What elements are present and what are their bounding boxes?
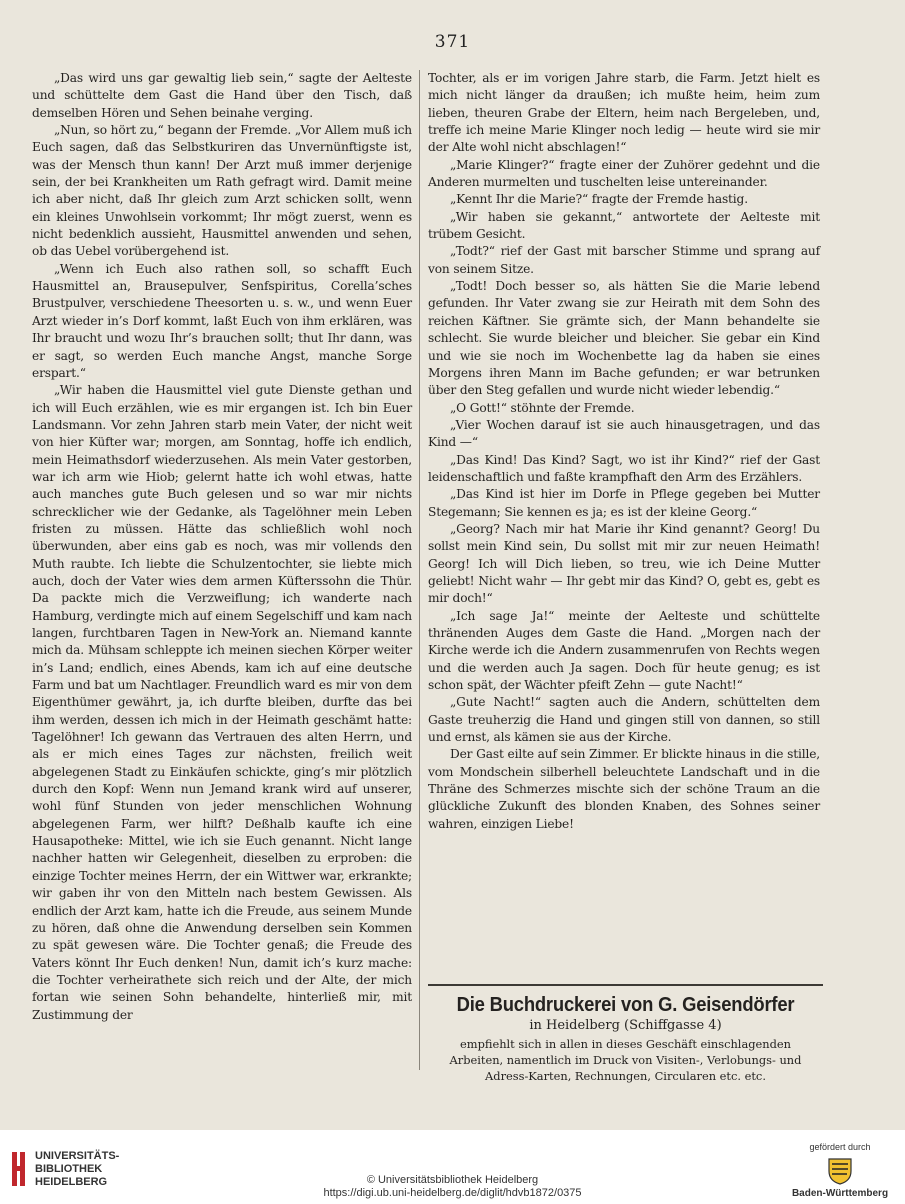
- paragraph: Tochter, als er im vorigen Jahre starb, die Farm. Jetzt hielt es mich nicht länger da draußen; ich mußte heim, heim zum lieben, theuren Grabe der Eltern, heim nach Bergeleben, und, treffe ich meine Marie Klinger noch ledig — heute wird sie mir der Alte wohl nicht abschlagen!“: [428, 71, 820, 155]
- text-column-right: [428, 70, 820, 833]
- coat-of-arms-icon: [826, 1156, 854, 1186]
- library-name-line3: HEIDELBERG: [35, 1176, 108, 1188]
- printer-advertisement: [428, 984, 823, 1083]
- paragraph: „Wenn ich Euch also rathen soll, so schafft Euch Hausmittel an, Brausepulver, Senfspiritus, Corella’sches Brustpulver, verschiedene Theesorten u. s. w., und wenn Euer Arzt wieder in’s Dorf kommt, laßt Euch von ihm erklären, was Ihr braucht und wozu Ihr’s brauchen sollt; thut Ihr dann, was er sagt, so werden Euch manche Angst, manche Sorge erspart.“: [32, 261, 412, 380]
- credit: [290, 1174, 615, 1200]
- copyright-text: © Universitätsbibliothek Heidelberg: [366, 1174, 539, 1186]
- advert-subtitle: in Heidelberg (Schiffgasse 4): [529, 1018, 722, 1033]
- library-name: [35, 1150, 119, 1189]
- paragraph: „O Gott!“ stöhnte der Fremde.: [450, 400, 635, 415]
- library-name-line1: UNIVERSITÄTS-: [35, 1150, 120, 1162]
- paragraph: „Kennt Ihr die Marie?“ fragte der Fremde hastig.: [450, 192, 748, 207]
- paragraph: „Wir haben sie gekannt,“ antwortete der Aelteste mit trübem Gesicht.: [428, 209, 820, 242]
- paragraph: „Nun, so hört zu,“ begann der Fremde. „Vor Allem muß ich Euch sagen, daß das Selbstkuriren das Unvernünftigste ist, was der Mensch thun kann! Der Arzt muß immer derjenige sein, der bei Krankheiten um Rath gefragt wird. Damit meine ich aber nicht, daß Ihr gleich zum Arzt schicken sollt, wenn ein kleines Unwohlsein vorkommt; Ihr mögt zuerst, wenn es nicht bedenklich aussieht, Hausmittel anwenden und sehen, ob das Uebel vorübergehend ist.: [32, 123, 412, 259]
- sponsor[interactable]: [780, 1142, 900, 1199]
- paragraph: „Todt! Doch besser so, als hätten Sie die Marie lebend gefunden. Ihr Vater zwang sie zur Heirath mit dem Sohn des reichen Käftner. Sie grämte sich, der Mann behandelte sie schlecht. Sie wurde bleicher und bleicher. Sie gebar ein Kind und wie sie noch im Wochenbette lag da haben sie eines Morgens ihren Mann im Bache gefunden; er war betrunken über den Steg gefallen und wurde nicht wieder lebendig.“: [428, 279, 820, 398]
- paragraph: „Vier Wochen darauf ist sie auch hinausgetragen, und das Kind —“: [428, 417, 820, 450]
- library-name-line2: BIBLIOTHEK: [35, 1163, 103, 1175]
- advert-body: empfiehlt sich in allen in dieses Geschäft einschlagenden Arbeiten, namentlich im Druck von Visiten-, Verlobungs- und Adress-Karten, Rechnungen, Circularen etc. etc.: [449, 1037, 802, 1083]
- source-link[interactable]: https://digi.ub.uni-heidelberg.de/diglit/hdvb1872/0375: [323, 1187, 582, 1199]
- text-column-left: [32, 70, 412, 1024]
- paragraph: „Georg? Nach mir hat Marie ihr Kind genannt? Georg! Du sollst mein Kind sein, Du sollst mit mir zur neuen Heimath! Georg! Ich will Dich lieben, so treu, wie ich Deine Mutter geliebt! Nicht wahr — Ihr gebt mir das Kind? O, gebt es, gebt es mir doch!“: [428, 521, 820, 606]
- page-number: 371: [434, 32, 471, 52]
- column-divider: [419, 70, 420, 1070]
- paragraph: „Marie Klinger?“ fragte einer der Zuhörer gedehnt und die Anderen murmelten und tuschelten leise untereinander.: [428, 157, 820, 190]
- paragraph: „Gute Nacht!“ sagten auch die Andern, schüttelten dem Gaste treuherzig die Hand und gingen still von dannen, so still und ernst, als kämen sie aus der Kirche.: [428, 695, 820, 745]
- paragraph: „Todt?“ rief der Gast mit barscher Stimme und sprang auf von seinem Sitze.: [428, 244, 820, 276]
- paragraph: „Ich sage Ja!“ meinte der Aelteste und schüttelte thränenden Auges dem Gaste die Hand. „Morgen nach der Kirche werde ich die Andern zusammenrufen von Rechts wegen und die werden auch Ja sagen. Doch für heute genug; es ist schon spät, der Wächter pfeift Zehn — gute Nacht!“: [428, 608, 820, 693]
- sponsor-name: Baden-Württemberg: [791, 1188, 889, 1199]
- paragraph: Der Gast eilte auf sein Zimmer. Er blickte hinaus in die stille, vom Mondschein silberhell beleuchtete Landschaft und in die Thräne des Schmerzes mischte sich der schöne Traum an die glückliche Zukunft des blonden Knaben, des Sohnes seiner wahren, einzigen Liebe!: [428, 747, 820, 831]
- paragraph: „Das wird uns gar gewaltig lieb sein,“ sagte der Aelteste und schüttelte dem Gast die Hand über den Tisch, daß demselben Hören und Sehen beinahe verging.: [32, 71, 412, 120]
- paragraph: „Wir haben die Hausmittel viel gute Dienste gethan und ich will Euch erzählen, wie es mir ergangen ist. Ich bin Euer Landsmann. Vor zehn Jahren starb mein Vater, der nicht weit von hier Küfter war; morgen, am Sonntag, hoffe ich endlich, mein Heimathsdorf wiederzusehen. Als mein Vater gestorben, war ich arm wie Hiob; gelernt hatte ich wohl etwas, hatte auch manches gute Buch gelesen und so war mir nichts schrecklicher wie der Gedanke, als Tagelöhner mein Leben fristen zu müssen. Hätte das schließlich wohl noch überwunden, aber eins gab es noch, was mir vollends den Muth raubte. Ich liebte die Schulzentochter, sie liebte mich auch, doch der Vater wies dem armen Küfterssohn die Thür. Da packte mich die Verzweiflung; ich wanderte nach Hamburg, verdingte mich auf einem Segelschiff und kam nach langen, furchtbaren Tagen in New-York an. Niemand kannte mich da. Mühsam schleppte ich meinen siechen Körper weiter in’s Land; endlich, eines Abends, kam ich auf eine deutsche Farm und bat um Nachtlager. Freundlich ward es mir von dem Eigenthümer gewährt, ja, ich durfte bleiben, durfte das bei ihm werden, dessen ich mich in der Heimath geschämt hatte: Tagelöhner! Ich gewann das Vertrauen des alten Herrn, und als er mich eines Tages zur nächsten, freilich weit abgelegenen Stadt zu Einkäufen schickte, ging’s mir plötzlich durch den Kopf: Wenn nun Jemand krank wird auf unserer, wohl fünf Stunden von jeder menschlichen Wohnung abgelegenen Farm, wer hilft? Deßhalb kaufte ich eine Hausapotheke: Mittel, wie ich sie Euch genannt. Nicht lange nachher hatten wir Gelegenheit, dieselben zu erproben: die einzige Tochter meines Herrn, der ein Wittwer war, erkrankte; wir gaben ihr von den Mitteln nach bestem Gewissen. Als endlich der Arzt kam, hatte ich die Freude, aus seinem Munde zu hören, daß ohne die Anwendung derselben sein Kommen zu spät gewesen wäre. Die Tochter genaß; die Freude des Vaters könnt Ihr Euch denken! Nun, damit ich’s kurz mache: die Tochter verheirathete sich reich und der Alte, der mich fortan wie seinen Sohn behandelte, hinterließ mir, mit Zustimmung der: [32, 383, 412, 1022]
- paragraph: „Das Kind! Das Kind? Sagt, wo ist ihr Kind?“ rief der Gast leidenschaftlich und faßte krampfhaft den Arm des Erzählers.: [428, 452, 820, 484]
- advert-title: Die Buchdruckerei von G. Geisendörfer: [456, 994, 795, 1016]
- paragraph: „Das Kind ist hier im Dorfe in Pflege gegeben bei Mutter Stegemann; Sie kennen es ja; es ist der kleine Georg.“: [428, 487, 820, 519]
- sponsor-label: gefördert durch: [809, 1142, 871, 1152]
- library-logo-icon: [10, 1150, 30, 1188]
